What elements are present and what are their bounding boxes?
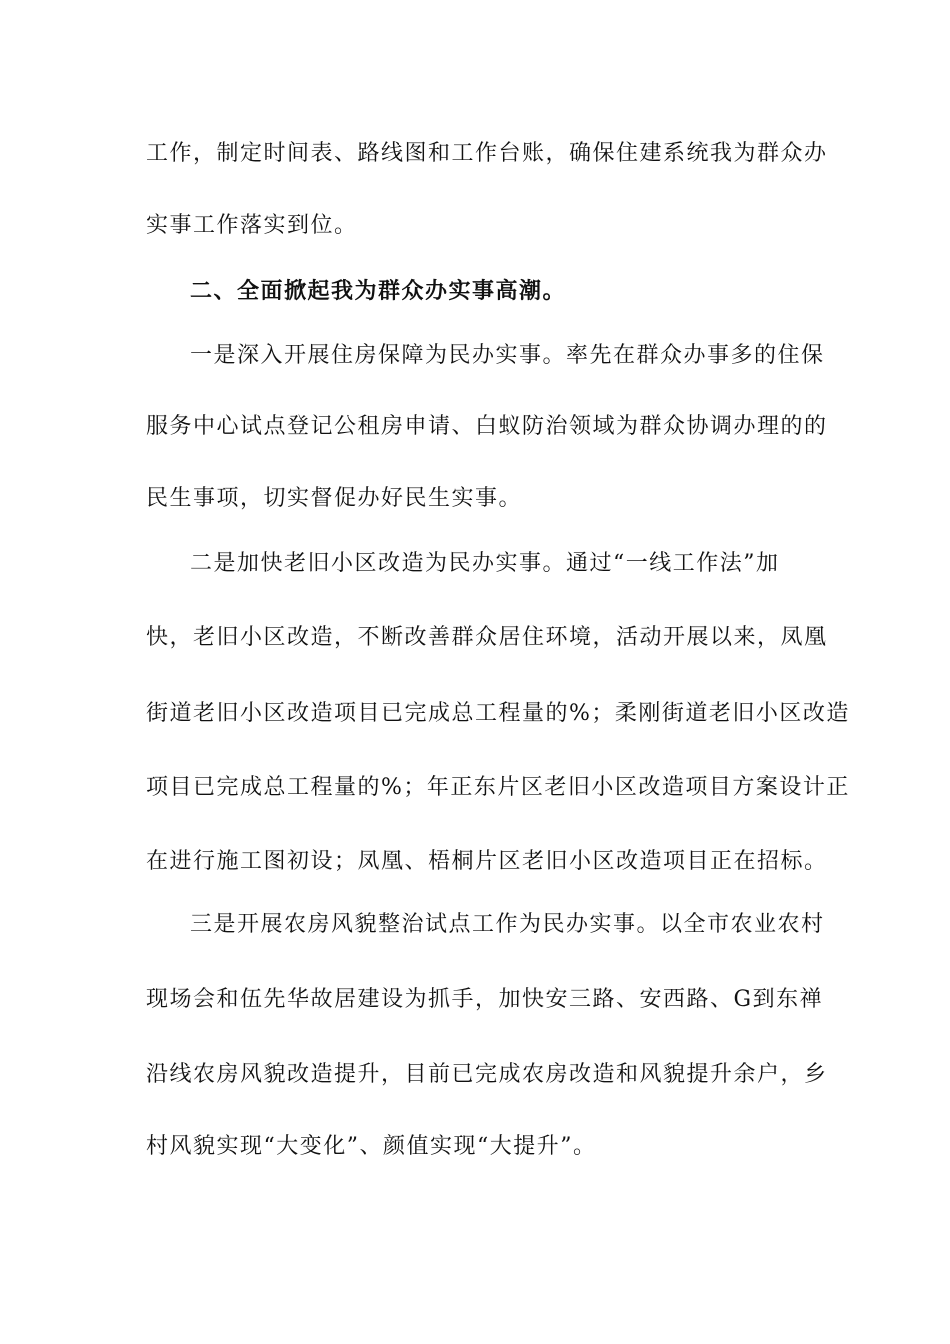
- paragraph-first-line: 一是深入开展住房保障为民办实事。率先在群众办事多的住保: [190, 343, 825, 368]
- body-text-line: 街道老旧小区改造项目已完成总工程量的%；柔刚街道老旧小区改造: [146, 701, 850, 726]
- body-text-line: 实事工作落实到位。: [146, 213, 358, 238]
- paragraph-first-line: 三是开展农房风貌整治试点工作为民办实事。以全市农业农村: [190, 912, 825, 937]
- body-text-line: 民生事项，切实督促办好民生实事。: [146, 486, 523, 511]
- body-text-line: 沿线农房风貌改造提升，目前已完成农房改造和风貌提升余户，乡: [146, 1062, 828, 1087]
- body-text-line: 项目已完成总工程量的%；年正东片区老旧小区改造项目方案设计正: [146, 775, 850, 800]
- body-text-line: 工作，制定时间表、路线图和工作台账，确保住建系统我为群众办: [146, 141, 828, 166]
- body-text-line: 村风貌实现“大变化”、颜值实现“大提升”。: [146, 1134, 597, 1159]
- section-heading: 二、全面掀起我为群众办实事高潮。: [190, 278, 567, 304]
- paragraph-first-line: 二是加快老旧小区改造为民办实事。通过“一线工作法”加: [190, 551, 780, 576]
- body-text-line: 现场会和伍先华故居建设为抓手，加快安三路、安西路、G到东禅: [146, 987, 824, 1012]
- body-text-line: 服务中心试点登记公租房申请、白蚁防治领域为群众协调办理的的: [146, 414, 828, 439]
- body-text-line: 在进行施工图初设；凤凰、梧桐片区老旧小区改造项目正在招标。: [146, 849, 828, 874]
- body-text-line: 快，老旧小区改造，不断改善群众居住环境，活动开展以来，凤凰: [146, 625, 828, 650]
